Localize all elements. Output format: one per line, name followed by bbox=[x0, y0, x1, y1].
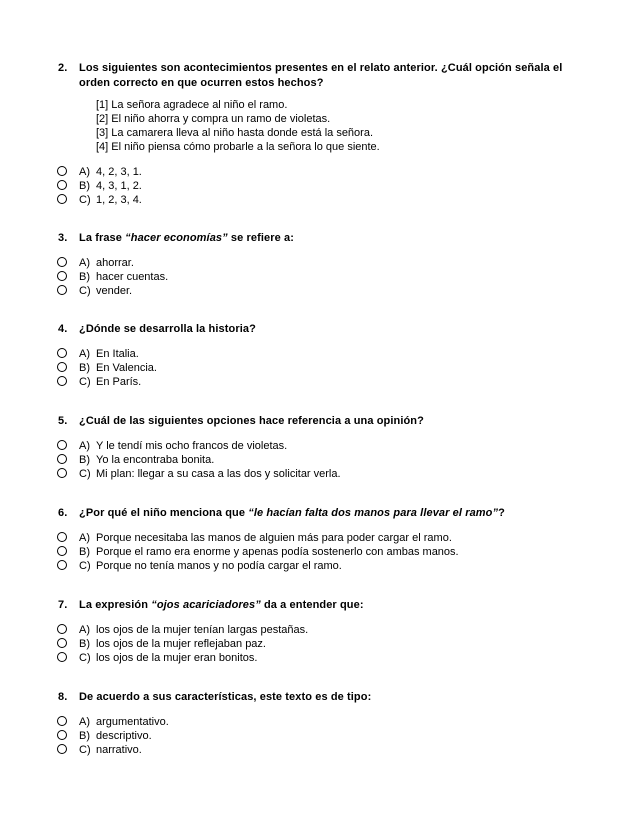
option-c[interactable] bbox=[0, 284, 638, 298]
question-number: 8. bbox=[58, 691, 68, 703]
option-letter: B) bbox=[79, 730, 90, 742]
question-text-line-1: Los siguientes son acontecimientos presentes en el relato anterior. ¿Cuál opción señala el bbox=[79, 62, 563, 74]
option-letter: A) bbox=[79, 257, 90, 269]
quoted-phrase: “ojos acariciadores” bbox=[151, 599, 261, 611]
option-text: Mi plan: llegar a su casa a las dos y solicitar verla. bbox=[96, 468, 341, 480]
question-text bbox=[79, 506, 599, 521]
option-a[interactable] bbox=[0, 531, 638, 545]
question-text-prefix: ¿Cuál de las siguientes opciones hace referencia a una opinión? bbox=[79, 415, 424, 427]
event-item: [2] El niño ahorra y compra un ramo de violetas. bbox=[96, 113, 331, 125]
option-letter: A) bbox=[79, 440, 90, 452]
option-a[interactable] bbox=[0, 256, 638, 270]
radio-circle-icon[interactable] bbox=[57, 744, 67, 754]
radio-circle-icon[interactable] bbox=[57, 468, 67, 478]
radio-circle-icon[interactable] bbox=[57, 716, 67, 726]
radio-circle-icon[interactable] bbox=[57, 652, 67, 662]
question-text-prefix: ¿Por qué el niño menciona que bbox=[79, 507, 249, 519]
option-letter: C) bbox=[79, 468, 91, 480]
quoted-phrase: “hacer economías” bbox=[125, 232, 228, 244]
question-text-prefix: La expresión bbox=[79, 599, 152, 611]
radio-circle-icon[interactable] bbox=[57, 624, 67, 634]
radio-circle-icon[interactable] bbox=[57, 271, 67, 281]
question-text-prefix: La frase bbox=[79, 232, 126, 244]
option-a[interactable] bbox=[0, 623, 638, 637]
answer-options bbox=[0, 623, 638, 665]
option-c[interactable] bbox=[0, 193, 638, 207]
radio-circle-icon[interactable] bbox=[57, 376, 67, 386]
radio-circle-icon[interactable] bbox=[57, 166, 67, 176]
question-text-suffix: ? bbox=[498, 507, 505, 519]
question-text bbox=[79, 414, 599, 429]
option-text: ahorrar. bbox=[96, 257, 134, 269]
radio-circle-icon[interactable] bbox=[57, 180, 67, 190]
option-c[interactable] bbox=[0, 467, 638, 481]
option-text: los ojos de la mujer reflejaban paz. bbox=[96, 638, 266, 650]
option-letter: A) bbox=[79, 532, 90, 544]
option-letter: B) bbox=[79, 362, 90, 374]
option-a[interactable] bbox=[0, 439, 638, 453]
option-a[interactable] bbox=[0, 165, 638, 179]
radio-circle-icon[interactable] bbox=[57, 454, 67, 464]
option-b[interactable] bbox=[0, 361, 638, 375]
option-text: los ojos de la mujer eran bonitos. bbox=[96, 652, 258, 664]
option-text: vender. bbox=[96, 285, 133, 297]
option-letter: B) bbox=[79, 271, 90, 283]
radio-circle-icon[interactable] bbox=[57, 546, 67, 556]
radio-circle-icon[interactable] bbox=[57, 348, 67, 358]
event-list bbox=[96, 98, 380, 154]
option-letter: C) bbox=[79, 194, 91, 206]
option-b[interactable] bbox=[0, 637, 638, 651]
option-text: narrativo. bbox=[96, 744, 142, 756]
option-text: 4, 2, 3, 1. bbox=[96, 166, 142, 178]
option-b[interactable] bbox=[0, 453, 638, 467]
option-b[interactable] bbox=[0, 179, 638, 193]
question-text bbox=[79, 61, 599, 91]
option-text: 4, 3, 1, 2. bbox=[96, 180, 142, 192]
option-text: Porque necesitaba las manos de alguien más para poder cargar el ramo. bbox=[96, 532, 452, 544]
option-text: los ojos de la mujer tenían largas pestañas. bbox=[96, 624, 309, 636]
question-text bbox=[79, 231, 599, 246]
option-b[interactable] bbox=[0, 545, 638, 559]
question-text bbox=[79, 322, 599, 337]
answer-options bbox=[0, 347, 638, 389]
quoted-phrase: “le hacían falta dos manos para llevar el ramo” bbox=[248, 507, 499, 519]
option-letter: A) bbox=[79, 624, 90, 636]
question-number: 4. bbox=[58, 323, 68, 335]
radio-circle-icon[interactable] bbox=[57, 194, 67, 204]
question-number: 5. bbox=[58, 415, 68, 427]
question-text-line-2: orden correcto en que ocurren estos hechos? bbox=[79, 77, 324, 89]
option-text: En Italia. bbox=[96, 348, 139, 360]
option-letter: C) bbox=[79, 652, 91, 664]
radio-circle-icon[interactable] bbox=[57, 285, 67, 295]
option-letter: B) bbox=[79, 180, 90, 192]
question-text-suffix: da a entender que: bbox=[260, 599, 364, 611]
option-letter: A) bbox=[79, 166, 90, 178]
option-letter: B) bbox=[79, 546, 90, 558]
question-text-suffix: se refiere a: bbox=[227, 232, 294, 244]
option-text: Porque el ramo era enorme y apenas podía sostenerlo con ambas manos. bbox=[96, 546, 459, 558]
option-text: En Valencia. bbox=[96, 362, 157, 374]
question-number: 7. bbox=[58, 599, 68, 611]
option-text: 1, 2, 3, 4. bbox=[96, 194, 142, 206]
option-letter: A) bbox=[79, 348, 90, 360]
question-number: 2. bbox=[58, 62, 68, 74]
option-text: descriptivo. bbox=[96, 730, 152, 742]
radio-circle-icon[interactable] bbox=[57, 532, 67, 542]
question-number: 3. bbox=[58, 232, 68, 244]
radio-circle-icon[interactable] bbox=[57, 362, 67, 372]
radio-circle-icon[interactable] bbox=[57, 257, 67, 267]
answer-options bbox=[0, 256, 638, 298]
option-c[interactable] bbox=[0, 375, 638, 389]
option-text: Yo la encontraba bonita. bbox=[96, 454, 215, 466]
question-text bbox=[79, 690, 599, 705]
option-text: hacer cuentas. bbox=[96, 271, 169, 283]
option-a[interactable] bbox=[0, 347, 638, 361]
question-text-prefix: ¿Dónde se desarrolla la historia? bbox=[79, 323, 256, 335]
event-item: [3] La camarera lleva al niño hasta donde está la señora. bbox=[96, 127, 374, 139]
event-item: [4] El niño piensa cómo probarle a la señora lo que siente. bbox=[96, 141, 380, 153]
option-letter: B) bbox=[79, 454, 90, 466]
option-b[interactable] bbox=[0, 270, 638, 284]
question-number: 6. bbox=[58, 507, 68, 519]
radio-circle-icon[interactable] bbox=[57, 638, 67, 648]
option-b[interactable] bbox=[0, 729, 638, 743]
option-letter: B) bbox=[79, 638, 90, 650]
answer-options bbox=[0, 439, 638, 481]
option-text: Y le tendí mis ocho francos de violetas. bbox=[96, 440, 288, 452]
radio-circle-icon[interactable] bbox=[57, 560, 67, 570]
option-letter: C) bbox=[79, 376, 91, 388]
answer-options bbox=[0, 531, 638, 573]
answer-options bbox=[0, 165, 638, 207]
option-letter: C) bbox=[79, 285, 91, 297]
radio-circle-icon[interactable] bbox=[57, 440, 67, 450]
event-item: [1] La señora agradece al niño el ramo. bbox=[96, 99, 288, 111]
option-a[interactable] bbox=[0, 715, 638, 729]
question-text bbox=[79, 598, 599, 613]
question-text-prefix: De acuerdo a sus características, este texto es de tipo: bbox=[79, 691, 372, 703]
answer-options bbox=[0, 715, 638, 757]
option-text: En París. bbox=[96, 376, 142, 388]
option-text: argumentativo. bbox=[96, 716, 169, 728]
option-c[interactable] bbox=[0, 651, 638, 665]
option-letter: C) bbox=[79, 744, 91, 756]
radio-circle-icon[interactable] bbox=[57, 730, 67, 740]
option-letter: A) bbox=[79, 716, 90, 728]
option-c[interactable] bbox=[0, 559, 638, 573]
option-letter: C) bbox=[79, 560, 91, 572]
option-c[interactable] bbox=[0, 743, 638, 757]
option-text: Porque no tenía manos y no podía cargar el ramo. bbox=[96, 560, 342, 572]
